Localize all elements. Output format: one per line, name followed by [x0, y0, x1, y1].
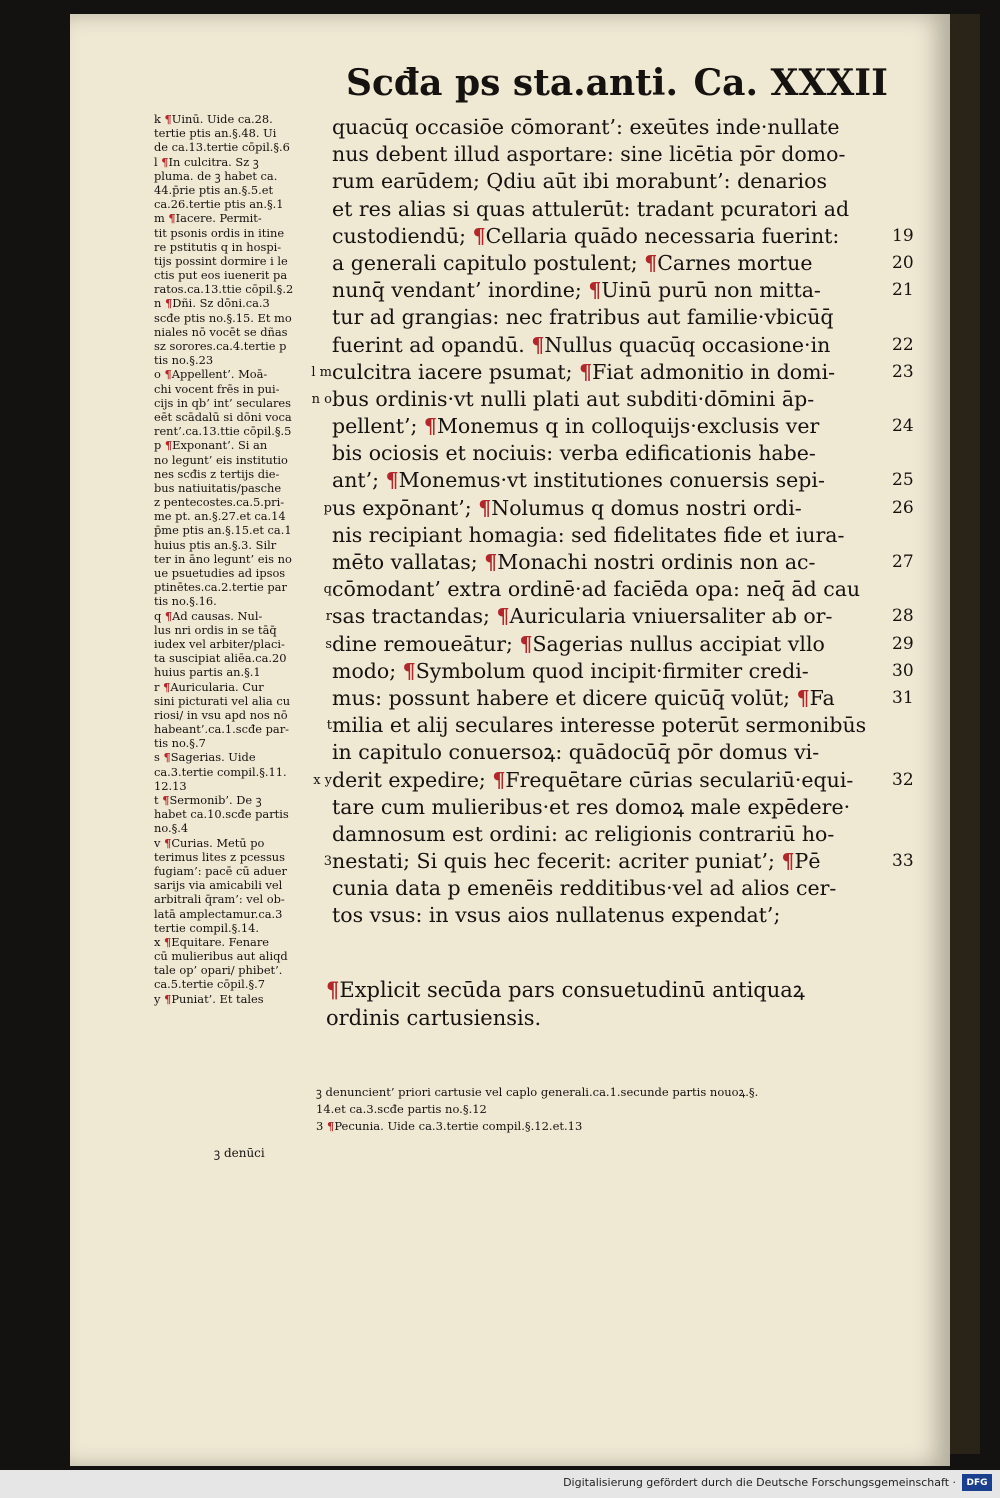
main-text-line: nunq̄ vendant’ inordine; ¶Uinū purū non mitta- [332, 278, 821, 303]
line-number: 25 [892, 470, 914, 491]
pilcrow-icon: ¶ [496, 604, 510, 629]
pilcrow-icon: ¶ [472, 223, 486, 248]
line-number: 31 [892, 687, 914, 708]
gloss-marker [310, 875, 332, 902]
gloss-marker [310, 440, 332, 467]
gloss-line: scđe ptis no.§.15. Et mo [154, 310, 292, 325]
pilcrow-icon: ¶ [478, 495, 492, 520]
footer-bar [0, 1470, 1000, 1498]
main-text-line: tare cum mulieribus·et res domoꝝ male expēdere· [332, 794, 851, 819]
line-number: 29 [892, 633, 914, 654]
pilcrow-icon: ¶ [796, 685, 810, 710]
pilcrow-icon: ¶ [531, 332, 545, 357]
gloss-marker [310, 250, 332, 277]
gloss-markers [310, 114, 332, 930]
pilcrow-icon: ¶ [385, 468, 399, 493]
gloss-line: sarijs via amicabili vel [154, 878, 283, 893]
marginal-gloss-column [154, 112, 306, 1006]
line-number [892, 902, 928, 929]
line-number [892, 712, 928, 739]
gloss-line: habet ca.10.scđe partis [154, 807, 289, 822]
bottom-note-line: ꝫ denuncient’ priori cartusie vel caplo generali.ca.1.secunde partis nouoꝝ.§. [316, 1085, 759, 1099]
gloss-line: t ¶Sermonib’. De ꝫ [154, 793, 262, 807]
pilcrow-icon: ¶ [588, 278, 602, 303]
gloss-line: lus nri ordis in se tāq̄ [154, 622, 277, 637]
gloss-line: re pstitutis q in hospi- [154, 239, 282, 254]
pilcrow-icon: ¶ [163, 750, 171, 765]
gloss-line: ptinētes.ca.2.tertie par [154, 580, 287, 595]
gloss-line: pluma. de ꝫ habet ca. [154, 168, 278, 183]
gloss-marker [310, 223, 332, 250]
catchword: ꝫ denūci [214, 1146, 265, 1160]
main-text-line: culcitra iacere psumat; ¶Fiat admonitio in domi- [332, 359, 836, 384]
pilcrow-icon: ¶ [164, 934, 172, 949]
gloss-line: nes scđis z tertijs die- [154, 466, 280, 481]
gloss-marker [310, 522, 332, 549]
gloss-line: 12.13 [154, 778, 187, 793]
gloss-line: ratos.ca.13.ttie cōpil.§.2 [154, 282, 294, 297]
gloss-marker [310, 549, 332, 576]
line-number: 24 [892, 416, 914, 437]
line-number [892, 196, 928, 223]
gloss-marker [310, 141, 332, 168]
pilcrow-icon: ¶ [164, 438, 173, 453]
main-text-line: dine remoueātur; ¶Sagerias nullus accipiat vllo [332, 631, 825, 656]
bottom-note-line: 14.et ca.3.scđe partis no.§.12 [316, 1102, 487, 1116]
line-number: 27 [892, 552, 914, 572]
main-text-line: a generali capitulo postulent; ¶Carnes mortue [332, 250, 813, 275]
pilcrow-icon: ¶ [163, 679, 171, 694]
gloss-line: fugiam’: pacē cū aduer [154, 863, 287, 878]
gloss-line: rent’.ca.13.ttie cōpil.§.5 [154, 424, 292, 439]
main-text-line: derit expedire; ¶Frequētare cūrias seculariū·equi- [332, 767, 854, 792]
main-text-line: milia et alij seculares interesse poterūt sermonibūs [332, 713, 867, 738]
line-number [892, 114, 928, 141]
main-text-line: custodiendū; ¶Cellaria quādo necessaria fuerint: [332, 223, 840, 248]
line-number [892, 386, 928, 413]
line-number: 33 [892, 851, 914, 872]
pilcrow-icon: ¶ [168, 211, 176, 226]
gloss-line: o ¶Appellent’. Moā- [154, 367, 268, 382]
gloss-line: tale op’ opari/ phibet’. [154, 963, 283, 978]
gloss-marker [310, 821, 332, 848]
line-number: 28 [892, 606, 914, 627]
gloss-line: sini picturati vel alia cu [154, 693, 291, 708]
gloss-line: bus natiuitatis/pasche [154, 480, 282, 495]
page-edge [950, 14, 980, 1454]
gloss-marker [310, 413, 332, 440]
gloss-line: ca.5.tertie cōpil.§.7 [154, 977, 266, 992]
gloss-marker: s [325, 636, 332, 652]
gloss-line: me pt. an.§.27.et ca.14 [154, 509, 286, 524]
gloss-line: n ¶Dñi. Sz dōni.ca.3 [154, 296, 270, 311]
line-number [892, 168, 928, 195]
gloss-line: no legunt’ eis institutio [154, 452, 288, 467]
line-number: 32 [892, 769, 914, 790]
line-number [892, 576, 928, 603]
gloss-line: tis no.§.7 [154, 736, 206, 751]
gloss-marker [310, 467, 332, 494]
gloss-line: huius ptis an.§.3. Silr [154, 537, 277, 552]
line-number: 26 [892, 497, 914, 518]
line-number [892, 304, 928, 331]
gloss-line: ca.26.tertie ptis an.§.1 [154, 197, 284, 212]
gloss-line: ta suscipiat aliēa.ca.20 [154, 651, 287, 666]
line-number: 21 [892, 280, 914, 301]
gloss-line: p ¶Exponant’. Si an [154, 438, 268, 453]
pilcrow-icon: ¶ [164, 608, 173, 623]
pilcrow-icon: ¶ [164, 991, 172, 1006]
pilcrow-icon: ¶ [519, 631, 533, 656]
line-number [892, 522, 928, 549]
pilcrow-icon: ¶ [164, 112, 172, 126]
main-text-line: quacūq occasiōe cōmorant’: exeūtes inde·nullate [332, 115, 840, 139]
gloss-line: cū mulieribus aut aliqd [154, 949, 288, 964]
line-number: 19 [892, 225, 914, 246]
gloss-line: ctis put eos iuenerit pa [154, 268, 288, 283]
pilcrow-icon: ¶ [781, 849, 795, 874]
gloss-line: z pentecostes.ca.5.pri- [154, 495, 285, 510]
gloss-marker [310, 739, 332, 766]
running-head [346, 62, 888, 112]
line-number [892, 821, 928, 848]
main-text-line: cunia data p emenēis redditibus·vel ad alios cer- [332, 876, 837, 901]
gloss-line: x ¶Equitare. Fenare [154, 934, 270, 949]
gloss-marker: l m n o [311, 364, 332, 407]
main-text-line: nis recipiant homagia: sed fidelitates fide et iura- [332, 522, 845, 547]
gloss-line: s ¶Sagerias. Uide [154, 750, 256, 765]
gloss-marker: p [323, 500, 332, 516]
gloss-line: chi vocent frēs in pui- [154, 381, 280, 396]
gloss-line: de ca.13.tertie cōpil.§.6 [154, 140, 290, 155]
main-text-line: us expōnant’; ¶Nolumus q domus nostri ordi- [332, 495, 802, 520]
explicit-line: ¶Explicit secūda pars consuetudinū antiquaꝝ [326, 977, 805, 1002]
main-text-line: nus debent illud asportare: sine licētia pōr domo- [332, 142, 846, 167]
gloss-marker: t [326, 718, 332, 734]
explicit-block [326, 976, 886, 1032]
gloss-line: ue psuetudies ad ipsos [154, 566, 286, 580]
gloss-line: q ¶Ad causas. Nul- [154, 608, 263, 623]
footer-credit: Digitalisierung gefördert durch die Deutsche Forschungsgemeinschaft · [563, 1476, 956, 1489]
line-number [892, 875, 928, 902]
pilcrow-icon: ¶ [164, 835, 172, 850]
running-head-left: Scđa ps sta.anti. [346, 62, 679, 104]
gloss-line: y ¶Puniat’. Et tales [154, 991, 264, 1006]
gloss-line: cijs in qb’ int’ seculares [154, 395, 292, 410]
gloss-line: ca.3.tertie compil.§.11. [154, 764, 287, 779]
gloss-line: 44.p̄rie ptis an.§.5.et [154, 182, 274, 197]
gloss-line: p̄me ptis an.§.15.et ca.1 [154, 523, 292, 538]
pilcrow-icon: ¶ [492, 767, 506, 792]
main-text-line: bus ordinis·vt nulli plati aut subditi·dōmini āp- [332, 386, 815, 411]
pilcrow-icon: ¶ [164, 296, 173, 311]
pilcrow-icon: ¶ [644, 250, 658, 275]
gloss-marker [310, 114, 332, 141]
bottom-note-line: 3 ¶Pecunia. Uide ca.3.tertie compil.§.12.et.13 [316, 1119, 583, 1133]
gloss-line: huius partis an.§.1 [154, 665, 261, 680]
gloss-line: l ¶In culcitra. Sz ꝫ [154, 154, 259, 169]
gloss-line: tit psonis ordis in itine [154, 225, 285, 240]
gloss-line: eēt scādalū si dōni voca [154, 409, 292, 424]
gloss-marker: r [325, 609, 332, 625]
main-text-line: in capitulo conuersoꝝ: quādocūq̄ pōr domus vi- [332, 740, 820, 765]
gloss-line: m ¶Iacere. Permit- [154, 211, 262, 226]
gloss-marker [310, 685, 332, 712]
main-text-line: cōmodant’ extra ordinē·ad faciēda opa: neq̄ ād cau [332, 577, 861, 602]
pilcrow-icon: ¶ [162, 793, 170, 807]
line-number: 23 [892, 361, 914, 382]
main-text-line: nestati; Si quis hec fecerit: acriter puniat’; ¶Pē [332, 849, 821, 874]
pilcrow-icon: ¶ [402, 658, 416, 683]
gloss-line: tis no.§.23 [154, 353, 214, 368]
pilcrow-icon: ¶ [326, 1119, 335, 1133]
gloss-line: terimus lites z pcessus [154, 849, 285, 864]
line-number [892, 739, 928, 766]
main-text-line: et res alias si quas attulerūt: tradant pcuratori ad [332, 196, 850, 221]
gloss-marker [310, 794, 332, 821]
main-text-line: tos vsus: in vsus aios nullatenus expendat’; [332, 903, 781, 928]
gloss-line: k ¶Uinū. Uide ca.28. [154, 112, 273, 126]
gloss-marker [310, 277, 332, 304]
gloss-marker: q [323, 582, 332, 598]
pilcrow-icon: ¶ [161, 154, 169, 169]
gloss-line: iudex vel arbiter/placi- [154, 636, 285, 651]
gloss-line: v ¶Curias. Metū po [154, 835, 265, 850]
gloss-line: arbitrali q̄ram’: vel ob- [154, 892, 285, 907]
gloss-line: niales nō vocēt se dñas [154, 324, 288, 339]
line-number: 20 [892, 252, 914, 273]
gloss-line: tertie ptis an.§.48. Ui [154, 126, 277, 141]
gloss-line: habeant’.ca.1.scđe par- [154, 722, 290, 737]
gloss-marker: 3 [323, 854, 332, 870]
line-number [892, 141, 928, 168]
line-numbers [892, 114, 928, 930]
gloss-line: tijs possint dormire i le [154, 253, 288, 268]
running-head-right: Ca. XXXII [693, 62, 888, 104]
main-text-line: fuerint ad opandū. ¶Nullus quacūq occasione·in [332, 332, 831, 357]
main-text-line: damnosum est ordini: ac religionis contrariū ho- [332, 821, 835, 846]
main-text-line: tur ad grangias: nec fratribus aut familie·vbicūq̄ [332, 305, 834, 330]
pilcrow-icon: ¶ [326, 977, 340, 1002]
gloss-marker [310, 902, 332, 929]
main-text-line: mus: possunt habere et dicere quicūq̄ volūt; ¶Fa [332, 685, 835, 710]
gloss-line: tertie compil.§.14. [154, 920, 260, 935]
gloss-line: tis no.§.16. [154, 594, 217, 609]
main-text-line: ant’; ¶Monemus·vt institutiones conuersis sepi- [332, 468, 825, 493]
main-text-line: pellent’; ¶Monemus q in colloquijs·exclusis ver [332, 414, 820, 439]
bottom-notes [316, 1084, 886, 1135]
gloss-line: r ¶Auricularia. Cur [154, 679, 264, 694]
pilcrow-icon: ¶ [164, 367, 172, 382]
line-number [892, 794, 928, 821]
gloss-line: latā amplectamur.ca.3 [154, 906, 283, 921]
gloss-line: ter in āno legunt’ eis no [154, 551, 292, 566]
pilcrow-icon: ¶ [484, 550, 498, 574]
pilcrow-icon: ¶ [579, 359, 593, 384]
gloss-marker [310, 304, 332, 331]
gloss-marker [310, 332, 332, 359]
gloss-line: sz sorores.ca.4.tertie p [154, 339, 287, 353]
gloss-line: riosi/ in vsu apd nos nō [154, 707, 288, 722]
main-text-line: sas tractandas; ¶Auricularia vniuersaliter ab or- [332, 604, 833, 629]
gloss-line: no.§.4 [154, 821, 189, 836]
pilcrow-icon: ¶ [423, 414, 437, 439]
main-text-line: bis ociosis et nociuis: verba edificationis habe- [332, 441, 816, 466]
line-number: 22 [892, 334, 914, 355]
main-text-line: mēto vallatas; ¶Monachi nostri ordinis non ac- [332, 550, 816, 574]
gloss-marker [310, 658, 332, 685]
main-text-block [332, 114, 880, 930]
explicit-line: ordinis cartusiensis. [326, 1006, 542, 1030]
gloss-marker: x y [313, 772, 332, 788]
gloss-marker [310, 196, 332, 223]
line-number [892, 440, 928, 467]
dfg-logo-icon: DFG [962, 1474, 992, 1491]
line-number: 30 [892, 660, 914, 681]
main-text-line: rum earūdem; Qdiu aūt ibi morabunt’: denarios [332, 169, 827, 194]
main-text-line: modo; ¶Symbolum quod incipit·firmiter credi- [332, 658, 809, 683]
gloss-marker [310, 168, 332, 195]
